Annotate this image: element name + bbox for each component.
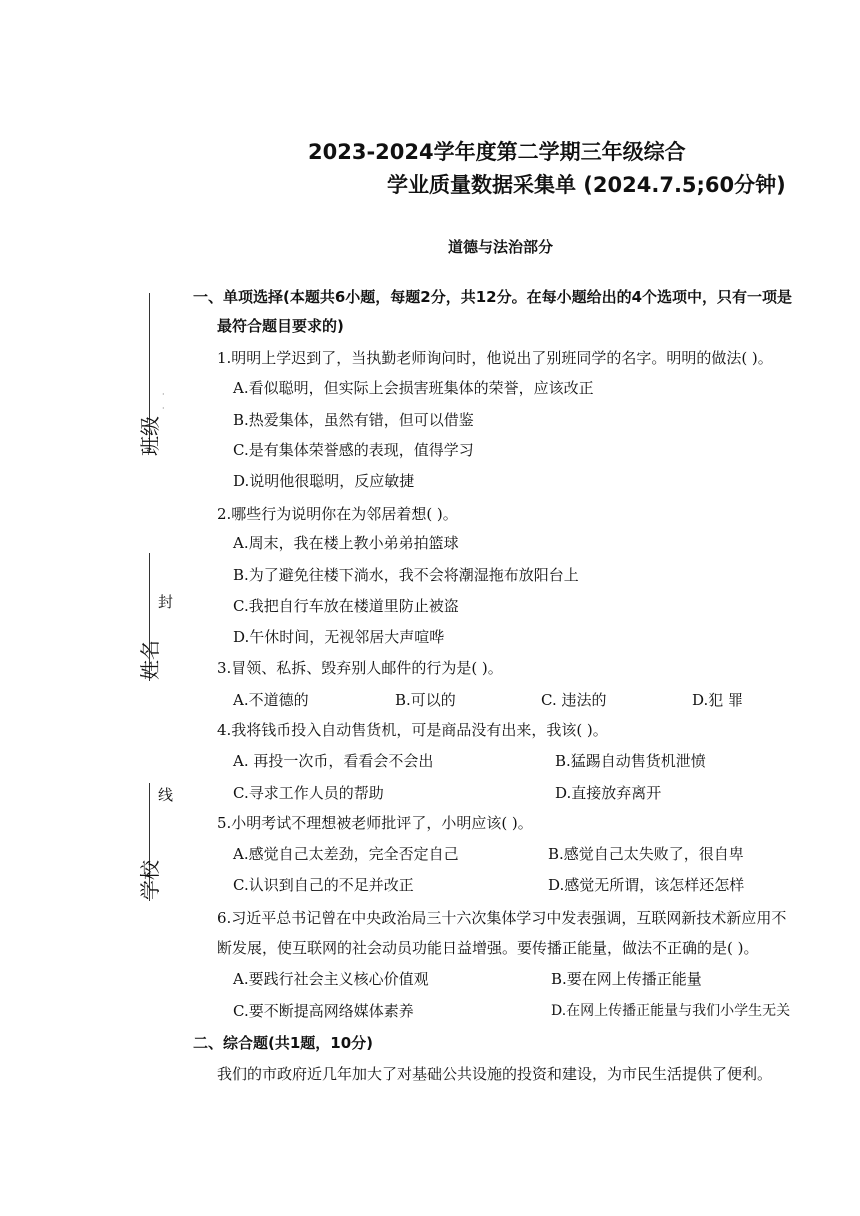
page-title-line2: 学业质量数据采集单 (2024.7.5;60分钟) <box>387 173 786 197</box>
q2-option-b: B.为了避免往楼下淌水，我不会将潮湿拖布放阳台上 <box>233 566 579 584</box>
q3-option-a: A.不道德的 <box>233 691 309 709</box>
name-label: 姓名 <box>138 640 162 680</box>
q1-option-b: B.热爱集体，虽然有错，但可以借鉴 <box>233 411 474 429</box>
q6-option-b: B.要在网上传播正能量 <box>551 970 702 988</box>
q6-stem-line2: 断发展，使互联网的社会动员功能日益增强。要传播正能量，做法不正确的是( )。 <box>217 939 759 957</box>
section2-heading: 二、综合题(共1题，10分) <box>193 1034 374 1052</box>
q2-stem: 2.哪些行为说明你在为邻居着想( )。 <box>217 505 458 523</box>
q2-option-d: D.午休时间，无视邻居大声喧哗 <box>233 628 445 646</box>
q1-stem: 1.明明上学迟到了，当执勤老师询问时，他说出了别班同学的名字。明明的做法( )。 <box>217 349 773 367</box>
margin-dot-1: · <box>162 390 165 399</box>
q5-option-d: D.感觉无所谓，该怎样还怎样 <box>548 876 745 894</box>
seal-char: 封 <box>158 593 174 611</box>
school-label: 学校 <box>138 860 162 900</box>
section1-heading-line2: 最符合题目要求的) <box>217 317 344 335</box>
q5-option-a: A.感觉自己太差劲，完全否定自己 <box>233 845 459 863</box>
class-label: 班级 <box>138 416 162 456</box>
q6-option-c: C.要不断提高网络媒体素养 <box>233 1002 414 1020</box>
q4-option-d: D.直接放弃离开 <box>555 784 662 802</box>
q1-option-a: A.看似聪明，但实际上会损害班集体的荣誉，应该改正 <box>233 379 594 397</box>
section1-heading-line1: 一、单项选择(本题共6小题，每题2分，共12分。在每小题给出的4个选项中，只有一项是 <box>193 288 793 306</box>
q6-option-d: D.在网上传播正能量与我们小学生无关 <box>551 1003 791 1019</box>
q6-stem-line1: 6.习近平总书记曾在中央政治局三十六次集体学习中发表强调，互联网新技术新应用不 <box>217 909 787 927</box>
q5-stem: 5.小明考试不理想被老师批评了，小明应该( )。 <box>217 814 533 832</box>
q1-option-d: D.说明他很聪明，反应敏捷 <box>233 472 415 490</box>
margin-dot-2: · <box>162 404 165 413</box>
q4-option-a: A. 再投一次币，看看会不会出 <box>233 752 434 770</box>
q3-option-d: D.犯 罪 <box>692 691 744 709</box>
section2-text: 我们的市政府近几年加大了对基础公共设施的投资和建设，为市民生活提供了便利。 <box>217 1065 773 1083</box>
q4-option-c: C.寻求工作人员的帮助 <box>233 784 384 802</box>
q2-option-c: C.我把自行车放在楼道里防止被盗 <box>233 597 459 615</box>
section-subtitle: 道德与法治部分 <box>448 238 554 256</box>
q3-option-c: C. 违法的 <box>541 691 607 709</box>
q1-option-c: C.是有集体荣誉感的表现，值得学习 <box>233 441 474 459</box>
q2-option-a: A.周末，我在楼上教小弟弟拍篮球 <box>233 534 459 552</box>
q5-option-b: B.感觉自己太失败了，很自卑 <box>548 845 744 863</box>
q4-stem: 4.我将钱币投入自动售货机，可是商品没有出来，我该( )。 <box>217 721 608 739</box>
q4-option-b: B.猛踢自动售货机泄愤 <box>555 752 706 770</box>
q3-option-b: B.可以的 <box>395 691 456 709</box>
line-char: 线 <box>158 786 174 804</box>
q6-option-a: A.要践行社会主义核心价值观 <box>233 970 429 988</box>
q3-stem: 3.冒领、私拆、毁弃别人邮件的行为是( )。 <box>217 659 503 677</box>
page-title-line1: 2023-2024学年度第二学期三年级综合 <box>308 140 686 164</box>
q5-option-c: C.认识到自己的不足并改正 <box>233 876 414 894</box>
